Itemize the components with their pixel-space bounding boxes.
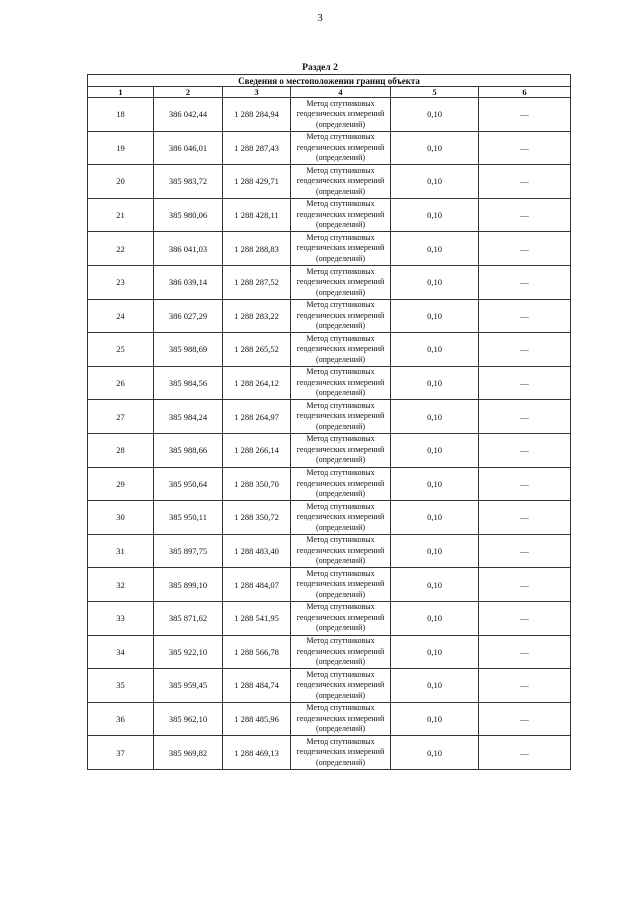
accuracy-value: 0,10 xyxy=(391,702,479,736)
point-number: 20 xyxy=(88,165,154,199)
table-row xyxy=(88,635,571,669)
method-line: геодезических измерений xyxy=(296,713,385,723)
method-line: геодезических измерений xyxy=(296,579,385,589)
coordinate-x: 386 041,03 xyxy=(154,232,223,266)
point-number: 37 xyxy=(88,736,154,770)
method-line: (определений) xyxy=(315,724,366,734)
coordinate-y: 1 288 350,70 xyxy=(223,467,291,501)
method-line: геодезических измерений xyxy=(296,377,385,387)
method-line: (определений) xyxy=(315,757,366,767)
point-number: 28 xyxy=(88,433,154,467)
method-line: Метод спутниковых xyxy=(306,434,375,444)
coordinate-x: 385 871,62 xyxy=(154,601,223,635)
column-header-row xyxy=(88,87,571,98)
method-line: геодезических измерений xyxy=(296,243,385,253)
coordinate-y: 1 288 265,52 xyxy=(223,333,291,367)
method-line: (определений) xyxy=(315,623,366,633)
point-number: 31 xyxy=(88,534,154,568)
note-value: — xyxy=(479,433,571,467)
accuracy-value: 0,10 xyxy=(391,635,479,669)
table-row xyxy=(88,131,571,165)
determination-method xyxy=(291,568,391,602)
point-number: 19 xyxy=(88,131,154,165)
accuracy-value: 0,10 xyxy=(391,98,479,132)
method-line: Метод спутниковых xyxy=(306,501,375,511)
point-number: 35 xyxy=(88,669,154,703)
coordinate-x: 385 897,75 xyxy=(154,534,223,568)
table-row xyxy=(88,98,571,132)
coordinate-y: 1 288 264,12 xyxy=(223,366,291,400)
coordinate-y: 1 288 483,40 xyxy=(223,534,291,568)
note-value: — xyxy=(479,299,571,333)
coordinate-x: 385 988,69 xyxy=(154,333,223,367)
point-number: 27 xyxy=(88,400,154,434)
method-line: геодезических измерений xyxy=(296,344,385,354)
point-number: 18 xyxy=(88,98,154,132)
accuracy-value: 0,10 xyxy=(391,366,479,400)
method-line: (определений) xyxy=(315,119,366,129)
method-line: геодезических измерений xyxy=(296,545,385,555)
section-title: Раздел 2 xyxy=(302,63,338,73)
method-line: Метод спутниковых xyxy=(306,535,375,545)
coordinate-y: 1 288 283,22 xyxy=(223,299,291,333)
point-number: 26 xyxy=(88,366,154,400)
table-row xyxy=(88,165,571,199)
method-line: геодезических измерений xyxy=(296,612,385,622)
coordinate-x: 385 984,56 xyxy=(154,366,223,400)
method-line: Метод спутниковых xyxy=(306,98,375,108)
method-line: Метод спутниковых xyxy=(306,669,375,679)
table-row xyxy=(88,333,571,367)
method-line: Метод спутниковых xyxy=(306,165,375,175)
method-line: геодезических измерений xyxy=(296,277,385,287)
table-row xyxy=(88,568,571,602)
note-value: — xyxy=(479,98,571,132)
method-line: (определений) xyxy=(315,287,366,297)
note-value: — xyxy=(479,165,571,199)
coordinate-y: 1 288 266,14 xyxy=(223,433,291,467)
point-number: 29 xyxy=(88,467,154,501)
determination-method xyxy=(291,265,391,299)
coordinate-y: 1 288 287,52 xyxy=(223,265,291,299)
determination-method xyxy=(291,501,391,535)
coordinate-y: 1 288 566,78 xyxy=(223,635,291,669)
method-line: Метод спутниковых xyxy=(306,468,375,478)
determination-method xyxy=(291,400,391,434)
table-row xyxy=(88,467,571,501)
point-number: 21 xyxy=(88,198,154,232)
accuracy-value: 0,10 xyxy=(391,198,479,232)
method-line: геодезических измерений xyxy=(296,411,385,421)
method-line: Метод спутниковых xyxy=(306,132,375,142)
accuracy-value: 0,10 xyxy=(391,501,479,535)
coordinate-y: 1 288 264,97 xyxy=(223,400,291,434)
table-row xyxy=(88,232,571,266)
method-line: (определений) xyxy=(315,253,366,263)
method-line: Метод спутниковых xyxy=(306,568,375,578)
coordinate-y: 1 288 288,83 xyxy=(223,232,291,266)
table-caption: Сведения о местоположении границ объекта xyxy=(88,75,571,87)
coordinate-x: 385 984,24 xyxy=(154,400,223,434)
determination-method xyxy=(291,333,391,367)
method-line: геодезических измерений xyxy=(296,142,385,152)
table-row xyxy=(88,366,571,400)
determination-method xyxy=(291,467,391,501)
method-line: геодезических измерений xyxy=(296,478,385,488)
point-number: 34 xyxy=(88,635,154,669)
coordinate-x: 385 950,11 xyxy=(154,501,223,535)
accuracy-value: 0,10 xyxy=(391,467,479,501)
coordinate-y: 1 288 484,07 xyxy=(223,568,291,602)
table-row xyxy=(88,601,571,635)
accuracy-value: 0,10 xyxy=(391,736,479,770)
note-value: — xyxy=(479,198,571,232)
table-row xyxy=(88,299,571,333)
coordinate-y: 1 288 485,96 xyxy=(223,702,291,736)
accuracy-value: 0,10 xyxy=(391,568,479,602)
accuracy-value: 0,10 xyxy=(391,165,479,199)
coordinate-y: 1 288 428,11 xyxy=(223,198,291,232)
note-value: — xyxy=(479,265,571,299)
coordinate-x: 385 969,82 xyxy=(154,736,223,770)
method-line: (определений) xyxy=(315,522,366,532)
accuracy-value: 0,10 xyxy=(391,265,479,299)
note-value: — xyxy=(479,702,571,736)
determination-method xyxy=(291,702,391,736)
point-number: 25 xyxy=(88,333,154,367)
method-line: (определений) xyxy=(315,589,366,599)
table-row xyxy=(88,198,571,232)
method-line: (определений) xyxy=(315,421,366,431)
accuracy-value: 0,10 xyxy=(391,131,479,165)
determination-method xyxy=(291,534,391,568)
column-header-3: 3 xyxy=(223,87,291,98)
note-value: — xyxy=(479,131,571,165)
method-line: геодезических измерений xyxy=(296,680,385,690)
determination-method xyxy=(291,232,391,266)
coordinate-y: 1 288 541,95 xyxy=(223,601,291,635)
method-line: Метод спутниковых xyxy=(306,703,375,713)
point-number: 36 xyxy=(88,702,154,736)
table-row xyxy=(88,265,571,299)
method-line: (определений) xyxy=(315,321,366,331)
method-line: Метод спутниковых xyxy=(306,367,375,377)
point-number: 33 xyxy=(88,601,154,635)
column-header-2: 2 xyxy=(154,87,223,98)
table-body xyxy=(88,98,571,770)
method-line: (определений) xyxy=(315,220,366,230)
table-row xyxy=(88,534,571,568)
method-line: геодезических измерений xyxy=(296,512,385,522)
coordinate-y: 1 288 287,43 xyxy=(223,131,291,165)
page-number: 3 xyxy=(317,12,323,24)
note-value: — xyxy=(479,534,571,568)
note-value: — xyxy=(479,400,571,434)
coordinate-x: 386 042,44 xyxy=(154,98,223,132)
coordinate-x: 385 959,45 xyxy=(154,669,223,703)
coordinate-y: 1 288 284,94 xyxy=(223,98,291,132)
method-line: (определений) xyxy=(315,690,366,700)
determination-method xyxy=(291,98,391,132)
note-value: — xyxy=(479,333,571,367)
method-line: Метод спутниковых xyxy=(306,333,375,343)
determination-method xyxy=(291,601,391,635)
accuracy-value: 0,10 xyxy=(391,400,479,434)
accuracy-value: 0,10 xyxy=(391,232,479,266)
method-line: Метод спутниковых xyxy=(306,602,375,612)
method-line: (определений) xyxy=(315,153,366,163)
coordinate-x: 385 922,10 xyxy=(154,635,223,669)
point-number: 23 xyxy=(88,265,154,299)
table-row xyxy=(88,501,571,535)
coordinate-x: 385 950,64 xyxy=(154,467,223,501)
method-line: (определений) xyxy=(315,657,366,667)
coordinate-x: 385 899,10 xyxy=(154,568,223,602)
coordinate-y: 1 288 429,71 xyxy=(223,165,291,199)
method-line: геодезических измерений xyxy=(296,310,385,320)
note-value: — xyxy=(479,601,571,635)
note-value: — xyxy=(479,568,571,602)
method-line: геодезических измерений xyxy=(296,209,385,219)
method-line: (определений) xyxy=(315,455,366,465)
accuracy-value: 0,10 xyxy=(391,534,479,568)
method-line: геодезических измерений xyxy=(296,646,385,656)
determination-method xyxy=(291,366,391,400)
note-value: — xyxy=(479,736,571,770)
coordinate-y: 1 288 469,13 xyxy=(223,736,291,770)
determination-method xyxy=(291,131,391,165)
point-number: 32 xyxy=(88,568,154,602)
accuracy-value: 0,10 xyxy=(391,601,479,635)
note-value: — xyxy=(479,669,571,703)
method-line: геодезических измерений xyxy=(296,444,385,454)
coordinate-x: 386 046,01 xyxy=(154,131,223,165)
table-row xyxy=(88,433,571,467)
method-line: геодезических измерений xyxy=(296,109,385,119)
table-row xyxy=(88,669,571,703)
accuracy-value: 0,10 xyxy=(391,333,479,367)
boundary-coordinates-table xyxy=(87,74,571,770)
table-row xyxy=(88,400,571,434)
coordinate-x: 385 962,10 xyxy=(154,702,223,736)
method-line: (определений) xyxy=(315,388,366,398)
column-header-1: 1 xyxy=(88,87,154,98)
note-value: — xyxy=(479,467,571,501)
coordinate-x: 385 980,06 xyxy=(154,198,223,232)
determination-method xyxy=(291,198,391,232)
coordinate-x: 385 983,72 xyxy=(154,165,223,199)
method-line: Метод спутниковых xyxy=(306,266,375,276)
accuracy-value: 0,10 xyxy=(391,299,479,333)
table-caption-row xyxy=(88,75,571,87)
point-number: 30 xyxy=(88,501,154,535)
table-row xyxy=(88,702,571,736)
method-line: (определений) xyxy=(315,186,366,196)
method-line: Метод спутниковых xyxy=(306,736,375,746)
table-row xyxy=(88,736,571,770)
note-value: — xyxy=(479,501,571,535)
determination-method xyxy=(291,736,391,770)
column-header-4: 4 xyxy=(291,87,391,98)
determination-method xyxy=(291,299,391,333)
point-number: 22 xyxy=(88,232,154,266)
determination-method xyxy=(291,669,391,703)
method-line: (определений) xyxy=(315,354,366,364)
column-header-5: 5 xyxy=(391,87,479,98)
determination-method xyxy=(291,635,391,669)
determination-method xyxy=(291,165,391,199)
coordinate-x: 386 027,29 xyxy=(154,299,223,333)
note-value: — xyxy=(479,232,571,266)
accuracy-value: 0,10 xyxy=(391,433,479,467)
method-line: Метод спутниковых xyxy=(306,400,375,410)
point-number: 24 xyxy=(88,299,154,333)
coordinate-y: 1 288 484,74 xyxy=(223,669,291,703)
coordinate-y: 1 288 350,72 xyxy=(223,501,291,535)
accuracy-value: 0,10 xyxy=(391,669,479,703)
method-line: Метод спутниковых xyxy=(306,232,375,242)
column-header-6: 6 xyxy=(479,87,571,98)
coordinate-x: 386 039,14 xyxy=(154,265,223,299)
method-line: (определений) xyxy=(315,489,366,499)
coordinate-x: 385 988,66 xyxy=(154,433,223,467)
method-line: Метод спутниковых xyxy=(306,300,375,310)
note-value: — xyxy=(479,366,571,400)
method-line: Метод спутниковых xyxy=(306,199,375,209)
method-line: геодезических измерений xyxy=(296,747,385,757)
note-value: — xyxy=(479,635,571,669)
method-line: (определений) xyxy=(315,556,366,566)
method-line: геодезических измерений xyxy=(296,176,385,186)
determination-method xyxy=(291,433,391,467)
method-line: Метод спутниковых xyxy=(306,636,375,646)
